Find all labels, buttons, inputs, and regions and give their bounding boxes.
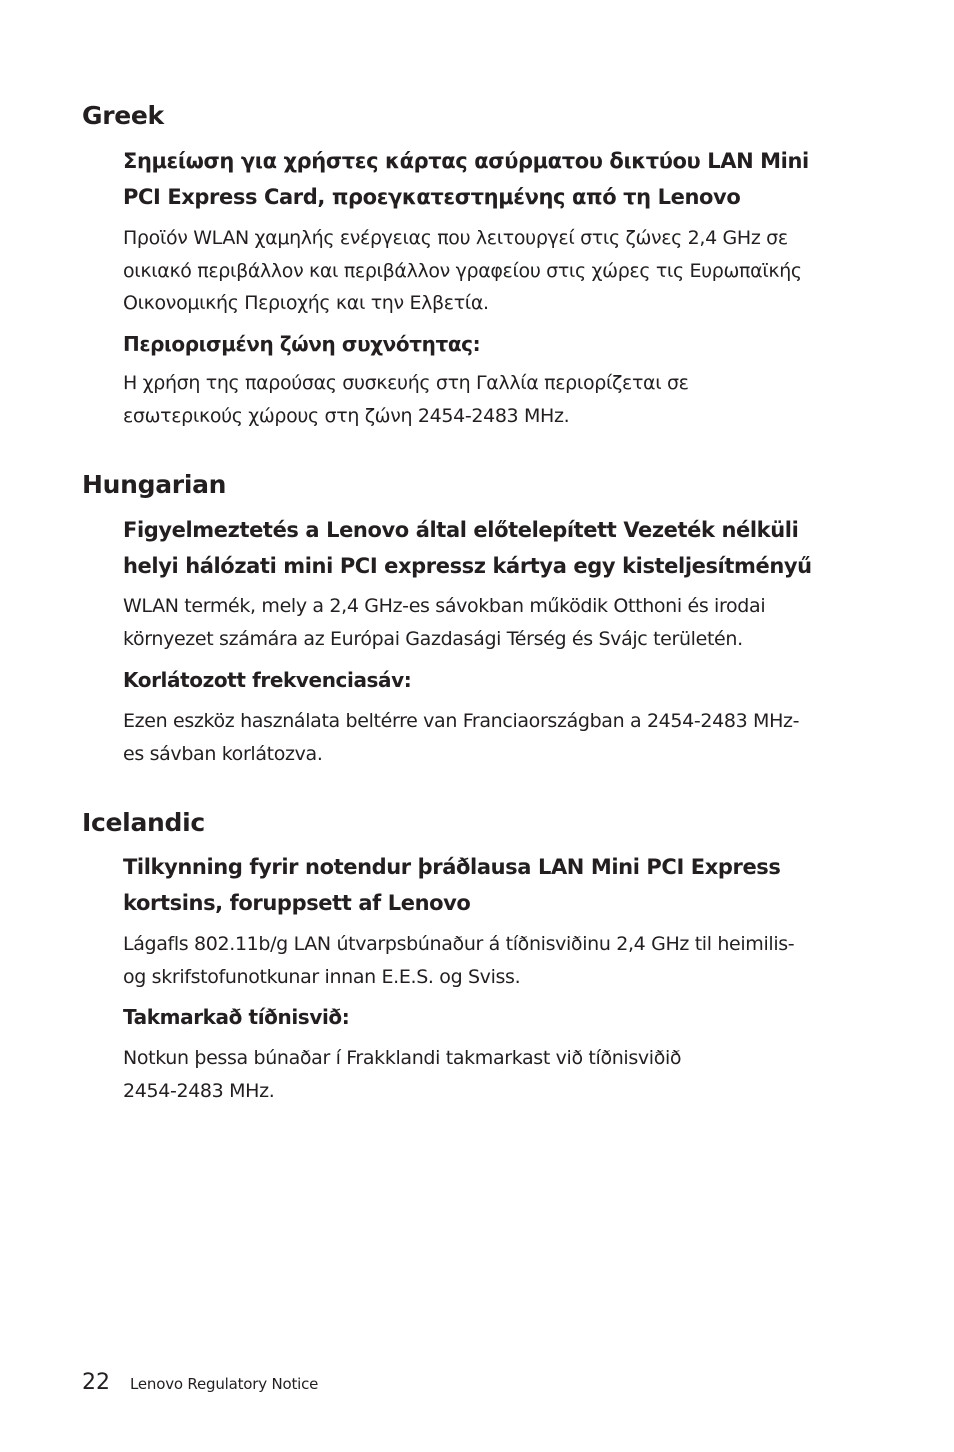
page-number: 22 (82, 1370, 110, 1395)
notice-title (123, 143, 863, 215)
notice-body-line: Προϊόν WLAN χαμηλής ενέργειας που λειτουργεί στις ζώνες 2,4 GHz σε (123, 227, 788, 249)
restriction-title: Περιορισμένη ζώνη συχνότητας: (123, 332, 481, 356)
notice-body-line: Οικονομικής Περιοχής και την Ελβετία. (123, 292, 489, 314)
notice-body-line: og skrifstofunotkunar innan E.E.S. og Sviss. (123, 965, 521, 988)
restriction-body-line: Notkun þessa búnaðar í Frakklandi takmarkast við tíðnisviðið (123, 1047, 682, 1069)
restriction-body (123, 1042, 863, 1107)
notice-body (123, 222, 863, 320)
restriction-title: Korlátozott frekvenciasáv: (123, 668, 412, 692)
notice-title-line: Figyelmeztetés a Lenovo által előtelepített Vezeték nélküli (123, 518, 799, 542)
restriction-body (123, 367, 863, 432)
notice-body (123, 590, 863, 655)
notice-body-line: οικιακό περιβάλλον και περιβάλλον γραφείου στις χώρες τις Ευρωπαϊκής (123, 259, 802, 282)
language-heading: Greek (82, 101, 164, 130)
language-heading: Icelandic (82, 808, 205, 837)
footer-document-title: Lenovo Regulatory Notice (130, 1375, 319, 1393)
notice-title (123, 849, 863, 921)
notice-title-line: kortsins, foruppsett af Lenovo (123, 891, 471, 915)
restriction-title: Takmarkað tíðnisvið: (123, 1005, 350, 1029)
notice-title-line: Tilkynning fyrir notendur þráðlausa LAN Mini PCI Express (123, 855, 781, 879)
notice-title (123, 512, 863, 584)
notice-title-line: PCI Express Card, προεγκατεστημένης από τη Lenovo (123, 185, 741, 209)
page-footer (82, 1368, 318, 1400)
restriction-body-line: 2454-2483 MHz. (123, 1079, 275, 1102)
restriction-body-line: es sávban korlátozva. (123, 742, 323, 765)
restriction-body-line: Ezen eszköz használata beltérre van Franciaországban a 2454-2483 MHz- (123, 710, 800, 732)
restriction-body (123, 705, 863, 770)
notice-body-line: Lágafls 802.11b/g LAN útvarpsbúnaður á tíðnisviðinu 2,4 GHz til heimilis- (123, 933, 795, 955)
notice-body-line: környezet számára az Európai Gazdasági Térség és Svájc területén. (123, 627, 743, 650)
notice-title-line: helyi hálózati mini PCI expressz kártya egy kisteljesítményű (123, 554, 812, 578)
restriction-body-line: εσωτερικούς χώρους στη ζώνη 2454-2483 MHz. (123, 404, 570, 427)
notice-title-line: Σημείωση για χρήστες κάρτας ασύρματου δικτύου LAN Mini (123, 149, 809, 173)
notice-body (123, 928, 863, 993)
notice-body-line: WLAN termék, mely a 2,4 GHz-es sávokban működik Otthoni és irodai (123, 595, 766, 617)
restriction-body-line: Η χρήση της παρούσας συσκευής στη Γαλλία περιορίζεται σε (123, 372, 689, 394)
language-heading: Hungarian (82, 470, 227, 499)
